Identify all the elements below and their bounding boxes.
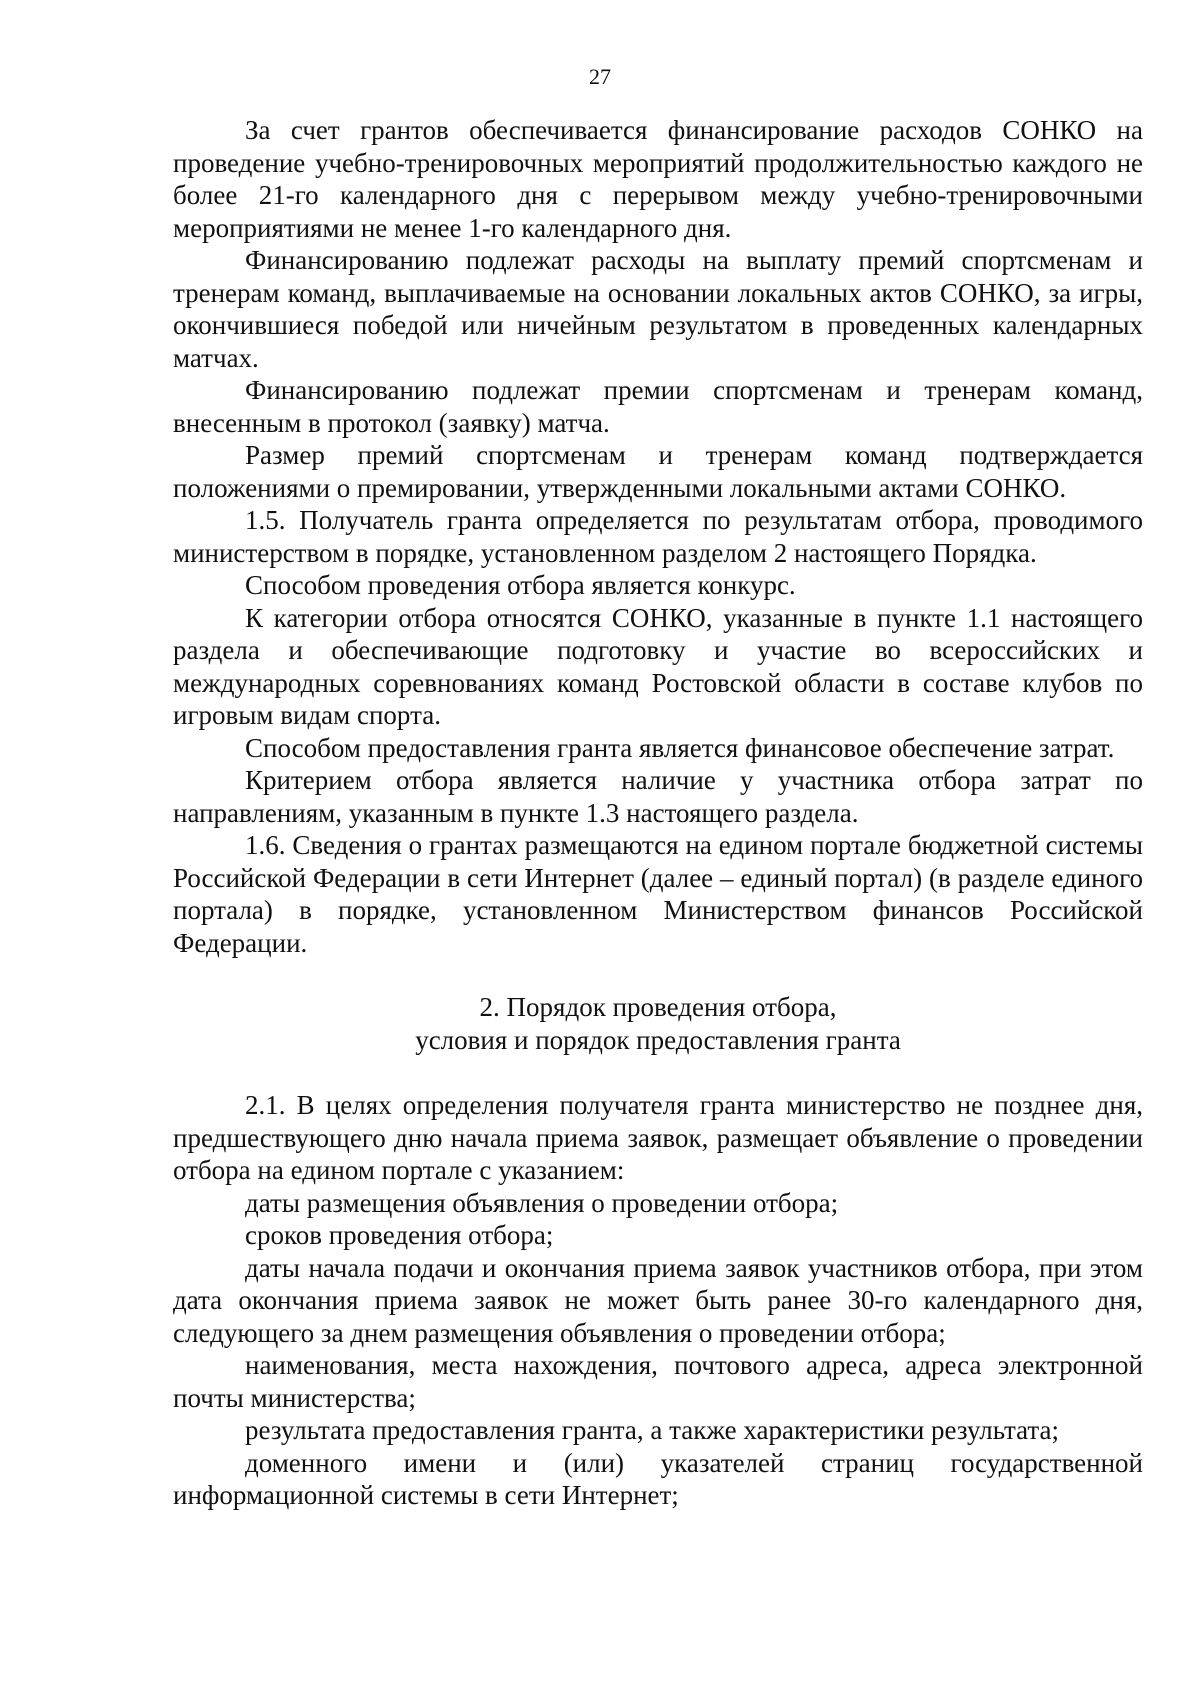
paragraph-selection-method: Способом проведения отбора является конкурс. — [245, 570, 796, 600]
paragraph-bonus-expenses: Финансированию подлежат расходы на выплату премий спортсменам и тренерам команд, выплачиваемые на основании локальных актов СОНКО, за игры, окончившиеся победой или ничейным результатом в проведенных календарных матчах. — [173, 245, 1143, 373]
paragraph-1-5-recipient: 1.5. Получатель гранта определяется по результатам отбора, проводимого министерством в порядке, установленном разделом 2 настоящего Порядка. — [173, 505, 1143, 568]
list-item-announcement-date: даты размещения объявления о проведении отбора; — [245, 1187, 839, 1218]
paragraph-2-1-announcement: 2.1. В целях определения получателя гранта министерство не позднее дня, предшествующего дню начала приема заявок, размещает объявление о проведении отбора на едином портале с указанием: — [173, 1090, 1143, 1185]
list-item-application-dates: даты начала подачи и окончания приема заявок участников отбора, при этом дата окончания приема заявок не может быть ранее 30-го календарного дня, следующего за днем размещения объявления о проведении отбора; — [173, 1252, 1143, 1348]
paragraph-selection-criterion: Критерием отбора является наличие у участника отбора затрат по направлениям, указанным в пункте 1.3 настоящего раздела. — [173, 765, 1143, 828]
paragraph-bonus-recipients: Финансированию подлежат премии спортсменам и тренерам команд, внесенным в протокол (заявку) матча. — [173, 375, 1143, 438]
section-heading-line-1: 2. Порядок проведения отбора, — [479, 992, 837, 1022]
paragraph-1-6-information: 1.6. Сведения о грантах размещаются на едином портале бюджетной системы Российской Федерации в сети Интернет (далее – единый портал) (в разделе единого портала) в порядке, установленном Министерством финансов Российской Федерации. — [173, 830, 1143, 958]
paragraph-grant-funding: За счет грантов обеспечивается финансирование расходов СОНКО на проведение учебно-тренировочных мероприятий продолжительностью каждого не более 21-го календарного дня с перерывом между учебно-тренировочными мероприятиями не менее 1-го календарного дня. — [173, 115, 1143, 243]
section-heading — [173, 991, 1143, 1056]
paragraph-bonus-size: Размер премий спортсменам и тренерам команд подтверждается положениями о премировании, утвержденными локальными актами СОНКО. — [173, 440, 1143, 503]
section-heading-line-2: условия и порядок предоставления гранта — [415, 1024, 901, 1055]
paragraph-selection-category: К категории отбора относятся СОНКО, указанные в пункте 1.1 настоящего раздела и обеспечивающие подготовку и участие во всероссийских и международных соревнованиях команд Ростовской области в составе клубов по игровым видам спорта. — [173, 602, 1143, 730]
list-item-grant-result: результата предоставления гранта, а также характеристики результата; — [245, 1415, 1060, 1445]
list-item-domain-name: доменного имени и (или) указателей страниц государственной информационной системы в сети Интернет; — [173, 1447, 1143, 1510]
paragraph-grant-method: Способом предоставления гранта является финансовое обеспечение затрат. — [245, 732, 1115, 763]
list-item-ministry-contacts: наименования, места нахождения, почтового адреса, адреса электронной почты министерства; — [173, 1350, 1143, 1413]
document-body — [173, 114, 1143, 1512]
page-number: 27 — [589, 64, 611, 89]
list-item-selection-terms: сроков проведения отбора; — [245, 1220, 554, 1250]
